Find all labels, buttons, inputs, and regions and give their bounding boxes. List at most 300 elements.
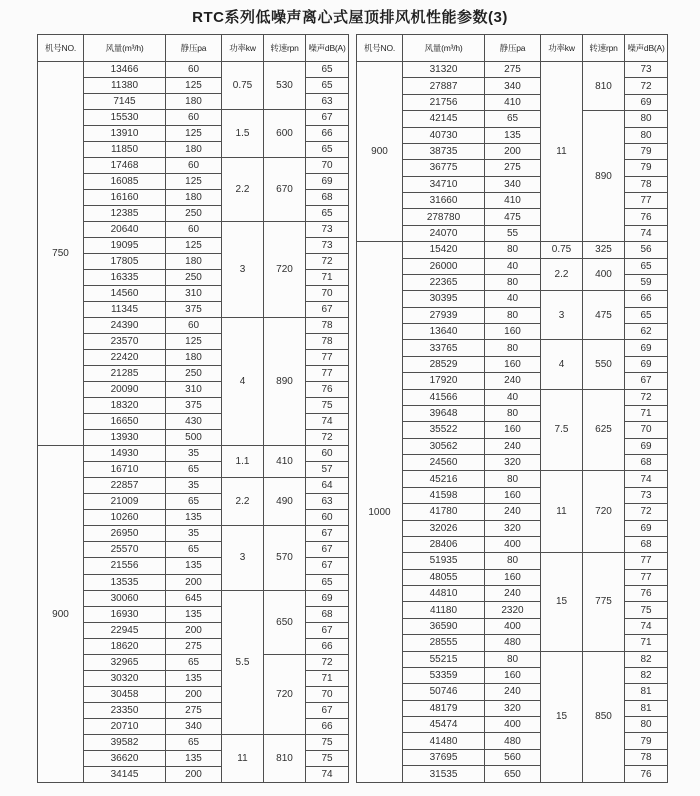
- pressure-cell: 480: [485, 733, 541, 749]
- noise-cell: 72: [306, 254, 349, 270]
- flow-cell: 53359: [403, 667, 485, 683]
- table-row: [38, 654, 349, 670]
- pressure-cell: 500: [166, 430, 222, 446]
- table-row: [38, 734, 349, 750]
- speed-cell: 850: [583, 651, 625, 783]
- flow-cell: 30458: [84, 686, 166, 702]
- pressure-cell: 375: [166, 302, 222, 318]
- power-cell: 0.75: [222, 62, 264, 110]
- model-cell: 900: [357, 62, 403, 242]
- flow-cell: 13535: [84, 574, 166, 590]
- power-cell: 2.2: [541, 258, 583, 291]
- flow-cell: 23350: [84, 702, 166, 718]
- pressure-cell: 320: [485, 455, 541, 471]
- flow-cell: 21756: [403, 94, 485, 110]
- noise-cell: 65: [306, 142, 349, 158]
- noise-cell: 60: [306, 510, 349, 526]
- table-row: [357, 651, 668, 667]
- model-cell: 750: [38, 62, 84, 446]
- noise-cell: 73: [306, 238, 349, 254]
- pressure-cell: 250: [166, 366, 222, 382]
- column-header: 机号NO.: [38, 35, 84, 62]
- noise-cell: 63: [306, 94, 349, 110]
- noise-cell: 80: [625, 111, 668, 127]
- pressure-cell: 180: [166, 254, 222, 270]
- flow-cell: 17920: [403, 373, 485, 389]
- noise-cell: 74: [306, 414, 349, 430]
- pressure-cell: 135: [166, 606, 222, 622]
- pressure-cell: 650: [485, 766, 541, 783]
- pressure-cell: 340: [485, 78, 541, 94]
- speed-cell: 650: [264, 590, 306, 654]
- pressure-cell: 35: [166, 526, 222, 542]
- noise-cell: 74: [625, 471, 668, 487]
- flow-cell: 31660: [403, 193, 485, 209]
- model-cell: 900: [38, 446, 84, 783]
- noise-cell: 57: [306, 462, 349, 478]
- flow-cell: 22945: [84, 622, 166, 638]
- flow-cell: 27939: [403, 307, 485, 323]
- header-row: [357, 35, 668, 62]
- power-cell: 4: [222, 318, 264, 446]
- pressure-cell: 310: [166, 382, 222, 398]
- pressure-cell: 310: [166, 286, 222, 302]
- power-cell: 5.5: [222, 590, 264, 734]
- noise-cell: 66: [625, 291, 668, 307]
- noise-cell: 71: [306, 670, 349, 686]
- noise-cell: 69: [625, 438, 668, 454]
- table-row: [38, 158, 349, 174]
- table-row: [357, 291, 668, 307]
- flow-cell: 36620: [84, 750, 166, 766]
- flow-cell: 30060: [84, 590, 166, 606]
- pressure-cell: 125: [166, 78, 222, 94]
- noise-cell: 70: [306, 158, 349, 174]
- table-row: [38, 110, 349, 126]
- flow-cell: 21556: [84, 558, 166, 574]
- noise-cell: 75: [306, 734, 349, 750]
- flow-cell: 34710: [403, 176, 485, 192]
- pressure-cell: 135: [166, 558, 222, 574]
- flow-cell: 20640: [84, 222, 166, 238]
- speed-cell: 600: [264, 110, 306, 158]
- table-row: [38, 590, 349, 606]
- flow-cell: 13640: [403, 324, 485, 340]
- noise-cell: 68: [306, 190, 349, 206]
- noise-cell: 73: [625, 62, 668, 78]
- column-header: 转速rpn: [583, 35, 625, 62]
- speed-cell: 890: [264, 318, 306, 446]
- table-row: [357, 111, 668, 127]
- noise-cell: 76: [625, 209, 668, 225]
- pressure-cell: 320: [485, 520, 541, 536]
- noise-cell: 62: [625, 324, 668, 340]
- power-cell: 11: [541, 471, 583, 553]
- speed-cell: 530: [264, 62, 306, 110]
- table-row: [357, 553, 668, 569]
- noise-cell: 75: [306, 398, 349, 414]
- pressure-cell: 60: [166, 110, 222, 126]
- flow-cell: 15530: [84, 110, 166, 126]
- pressure-cell: 80: [485, 242, 541, 258]
- header-row: [38, 35, 349, 62]
- pressure-cell: 410: [485, 94, 541, 110]
- noise-cell: 70: [625, 422, 668, 438]
- noise-cell: 77: [625, 553, 668, 569]
- pressure-cell: 55: [485, 225, 541, 241]
- noise-cell: 69: [306, 174, 349, 190]
- noise-cell: 60: [306, 446, 349, 462]
- pressure-cell: 80: [485, 651, 541, 667]
- flow-cell: 25570: [84, 542, 166, 558]
- pressure-cell: 240: [485, 684, 541, 700]
- power-cell: 11: [222, 734, 264, 782]
- flow-cell: 11345: [84, 302, 166, 318]
- noise-cell: 78: [306, 318, 349, 334]
- flow-cell: 32965: [84, 654, 166, 670]
- pressure-cell: 60: [166, 222, 222, 238]
- speed-cell: 775: [583, 553, 625, 651]
- column-header: 噪声dB(A): [306, 35, 349, 62]
- pressure-cell: 65: [485, 111, 541, 127]
- pressure-cell: 180: [166, 94, 222, 110]
- pressure-cell: 180: [166, 142, 222, 158]
- noise-cell: 74: [625, 618, 668, 634]
- noise-cell: 73: [306, 222, 349, 238]
- tables-container: [37, 34, 700, 783]
- pressure-cell: 35: [166, 446, 222, 462]
- flow-cell: 14930: [84, 446, 166, 462]
- flow-cell: 37695: [403, 749, 485, 765]
- noise-cell: 76: [625, 586, 668, 602]
- noise-cell: 65: [306, 574, 349, 590]
- pressure-cell: 275: [485, 62, 541, 78]
- speed-cell: 810: [264, 734, 306, 782]
- power-cell: 3: [541, 291, 583, 340]
- pressure-cell: 125: [166, 334, 222, 350]
- noise-cell: 66: [306, 718, 349, 734]
- noise-cell: 59: [625, 274, 668, 290]
- power-cell: 2.2: [222, 478, 264, 526]
- flow-cell: 34145: [84, 766, 166, 782]
- pressure-cell: 80: [485, 405, 541, 421]
- pressure-cell: 160: [485, 324, 541, 340]
- flow-cell: 41480: [403, 733, 485, 749]
- flow-cell: 45216: [403, 471, 485, 487]
- pressure-cell: 135: [166, 750, 222, 766]
- noise-cell: 71: [306, 270, 349, 286]
- flow-cell: 22857: [84, 478, 166, 494]
- table-body-left: [38, 62, 349, 783]
- table-header-left: [38, 35, 349, 62]
- flow-cell: 48179: [403, 700, 485, 716]
- flow-cell: 20090: [84, 382, 166, 398]
- pressure-cell: 340: [166, 718, 222, 734]
- pressure-cell: 125: [166, 174, 222, 190]
- noise-cell: 78: [306, 334, 349, 350]
- spec-table-left: [37, 34, 349, 783]
- model-cell: 1000: [357, 242, 403, 783]
- table-row: [357, 242, 668, 258]
- noise-cell: 75: [306, 750, 349, 766]
- flow-cell: 16710: [84, 462, 166, 478]
- table-row: [38, 222, 349, 238]
- noise-cell: 65: [306, 62, 349, 78]
- power-cell: 0.75: [541, 242, 583, 258]
- pressure-cell: 65: [166, 494, 222, 510]
- noise-cell: 66: [306, 126, 349, 142]
- noise-cell: 82: [625, 667, 668, 683]
- pressure-cell: 645: [166, 590, 222, 606]
- flow-cell: 17805: [84, 254, 166, 270]
- spec-table-right: [356, 34, 668, 783]
- pressure-cell: 160: [485, 487, 541, 503]
- flow-cell: 16335: [84, 270, 166, 286]
- noise-cell: 71: [625, 635, 668, 651]
- pressure-cell: 320: [485, 700, 541, 716]
- table-row: [357, 389, 668, 405]
- pressure-cell: 65: [166, 462, 222, 478]
- pressure-cell: 375: [166, 398, 222, 414]
- table-body-right: [357, 62, 668, 783]
- table-row: [38, 478, 349, 494]
- speed-cell: 475: [583, 291, 625, 340]
- speed-cell: 720: [264, 654, 306, 734]
- pressure-cell: 400: [485, 536, 541, 552]
- noise-cell: 65: [625, 258, 668, 274]
- flow-cell: 41780: [403, 504, 485, 520]
- noise-cell: 69: [625, 94, 668, 110]
- pressure-cell: 250: [166, 270, 222, 286]
- pressure-cell: 275: [485, 160, 541, 176]
- pressure-cell: 40: [485, 389, 541, 405]
- noise-cell: 68: [625, 455, 668, 471]
- flow-cell: 28555: [403, 635, 485, 651]
- noise-cell: 65: [625, 307, 668, 323]
- noise-cell: 74: [625, 225, 668, 241]
- noise-cell: 73: [625, 487, 668, 503]
- flow-cell: 33765: [403, 340, 485, 356]
- noise-cell: 56: [625, 242, 668, 258]
- table-row: [38, 526, 349, 542]
- flow-cell: 16160: [84, 190, 166, 206]
- flow-cell: 10260: [84, 510, 166, 526]
- flow-cell: 13930: [84, 430, 166, 446]
- flow-cell: 36590: [403, 618, 485, 634]
- flow-cell: 31535: [403, 766, 485, 783]
- noise-cell: 64: [306, 478, 349, 494]
- flow-cell: 11380: [84, 78, 166, 94]
- pressure-cell: 160: [485, 356, 541, 372]
- noise-cell: 69: [625, 356, 668, 372]
- speed-cell: 890: [583, 111, 625, 242]
- speed-cell: 670: [264, 158, 306, 222]
- pressure-cell: 160: [485, 422, 541, 438]
- noise-cell: 70: [306, 286, 349, 302]
- flow-cell: 20710: [84, 718, 166, 734]
- flow-cell: 27887: [403, 78, 485, 94]
- pressure-cell: 80: [485, 274, 541, 290]
- pressure-cell: 200: [485, 143, 541, 159]
- flow-cell: 16930: [84, 606, 166, 622]
- pressure-cell: 80: [485, 307, 541, 323]
- table-row: [357, 62, 668, 78]
- pressure-cell: 400: [485, 717, 541, 733]
- flow-cell: 14560: [84, 286, 166, 302]
- power-cell: 15: [541, 553, 583, 651]
- pressure-cell: 480: [485, 635, 541, 651]
- flow-cell: 45474: [403, 717, 485, 733]
- noise-cell: 78: [625, 749, 668, 765]
- power-cell: 3: [222, 526, 264, 590]
- flow-cell: 21009: [84, 494, 166, 510]
- noise-cell: 74: [306, 766, 349, 782]
- pressure-cell: 180: [166, 350, 222, 366]
- flow-cell: 22420: [84, 350, 166, 366]
- pressure-cell: 275: [166, 702, 222, 718]
- noise-cell: 72: [625, 504, 668, 520]
- table-row: [357, 258, 668, 274]
- noise-cell: 76: [306, 382, 349, 398]
- pressure-cell: 60: [166, 318, 222, 334]
- pressure-cell: 135: [485, 127, 541, 143]
- noise-cell: 67: [625, 373, 668, 389]
- pressure-cell: 240: [485, 586, 541, 602]
- flow-cell: 26950: [84, 526, 166, 542]
- speed-cell: 625: [583, 389, 625, 471]
- noise-cell: 67: [306, 622, 349, 638]
- speed-cell: 810: [583, 62, 625, 111]
- noise-cell: 75: [625, 602, 668, 618]
- flow-cell: 21285: [84, 366, 166, 382]
- noise-cell: 79: [625, 733, 668, 749]
- flow-cell: 18320: [84, 398, 166, 414]
- speed-cell: 570: [264, 526, 306, 590]
- noise-cell: 67: [306, 558, 349, 574]
- pressure-cell: 60: [166, 158, 222, 174]
- column-header: 风量(m³/h): [84, 35, 166, 62]
- column-header: 静压pa: [485, 35, 541, 62]
- table-row: [38, 62, 349, 78]
- column-header: 噪声dB(A): [625, 35, 668, 62]
- pressure-cell: 400: [485, 618, 541, 634]
- pressure-cell: 80: [485, 553, 541, 569]
- flow-cell: 13910: [84, 126, 166, 142]
- pressure-cell: 200: [166, 622, 222, 638]
- flow-cell: 55215: [403, 651, 485, 667]
- noise-cell: 66: [306, 638, 349, 654]
- pressure-cell: 275: [166, 638, 222, 654]
- noise-cell: 72: [625, 78, 668, 94]
- power-cell: 1.1: [222, 446, 264, 478]
- flow-cell: 40730: [403, 127, 485, 143]
- pressure-cell: 135: [166, 510, 222, 526]
- flow-cell: 41180: [403, 602, 485, 618]
- flow-cell: 22365: [403, 274, 485, 290]
- noise-cell: 72: [306, 654, 349, 670]
- column-header: 机号NO.: [357, 35, 403, 62]
- noise-cell: 79: [625, 160, 668, 176]
- noise-cell: 67: [306, 302, 349, 318]
- flow-cell: 50746: [403, 684, 485, 700]
- table-header-right: [357, 35, 668, 62]
- noise-cell: 81: [625, 684, 668, 700]
- pressure-cell: 340: [485, 176, 541, 192]
- noise-cell: 65: [306, 78, 349, 94]
- noise-cell: 69: [625, 520, 668, 536]
- pressure-cell: 125: [166, 126, 222, 142]
- pressure-cell: 2320: [485, 602, 541, 618]
- flow-cell: 44810: [403, 586, 485, 602]
- power-cell: 3: [222, 222, 264, 318]
- noise-cell: 67: [306, 542, 349, 558]
- noise-cell: 81: [625, 700, 668, 716]
- noise-cell: 67: [306, 110, 349, 126]
- flow-cell: 18620: [84, 638, 166, 654]
- noise-cell: 69: [306, 590, 349, 606]
- pressure-cell: 160: [485, 667, 541, 683]
- flow-cell: 41598: [403, 487, 485, 503]
- flow-cell: 24390: [84, 318, 166, 334]
- flow-cell: 7145: [84, 94, 166, 110]
- pressure-cell: 125: [166, 238, 222, 254]
- pressure-cell: 40: [485, 258, 541, 274]
- noise-cell: 82: [625, 651, 668, 667]
- flow-cell: 23570: [84, 334, 166, 350]
- pressure-cell: 180: [166, 190, 222, 206]
- noise-cell: 77: [625, 193, 668, 209]
- pressure-cell: 560: [485, 749, 541, 765]
- noise-cell: 67: [306, 526, 349, 542]
- pressure-cell: 240: [485, 504, 541, 520]
- column-header: 风量(m³/h): [403, 35, 485, 62]
- noise-cell: 63: [306, 494, 349, 510]
- flow-cell: 17468: [84, 158, 166, 174]
- flow-cell: 28529: [403, 356, 485, 372]
- pressure-cell: 240: [485, 373, 541, 389]
- noise-cell: 69: [625, 340, 668, 356]
- pressure-cell: 200: [166, 686, 222, 702]
- noise-cell: 77: [306, 366, 349, 382]
- noise-cell: 70: [306, 686, 349, 702]
- flow-cell: 32026: [403, 520, 485, 536]
- flow-cell: 48055: [403, 569, 485, 585]
- flow-cell: 278780: [403, 209, 485, 225]
- pressure-cell: 135: [166, 670, 222, 686]
- speed-cell: 410: [264, 446, 306, 478]
- pressure-cell: 65: [166, 734, 222, 750]
- flow-cell: 30320: [84, 670, 166, 686]
- noise-cell: 67: [306, 702, 349, 718]
- column-header: 功率kw: [222, 35, 264, 62]
- pressure-cell: 65: [166, 542, 222, 558]
- pressure-cell: 475: [485, 209, 541, 225]
- table-row: [38, 318, 349, 334]
- flow-cell: 28406: [403, 536, 485, 552]
- noise-cell: 68: [625, 536, 668, 552]
- speed-cell: 720: [583, 471, 625, 553]
- flow-cell: 35522: [403, 422, 485, 438]
- pressure-cell: 430: [166, 414, 222, 430]
- table-row: [357, 340, 668, 356]
- flow-cell: 42145: [403, 111, 485, 127]
- speed-cell: 720: [264, 222, 306, 318]
- table-row: [357, 471, 668, 487]
- flow-cell: 26000: [403, 258, 485, 274]
- table-row: [38, 446, 349, 462]
- pressure-cell: 160: [485, 569, 541, 585]
- noise-cell: 72: [306, 430, 349, 446]
